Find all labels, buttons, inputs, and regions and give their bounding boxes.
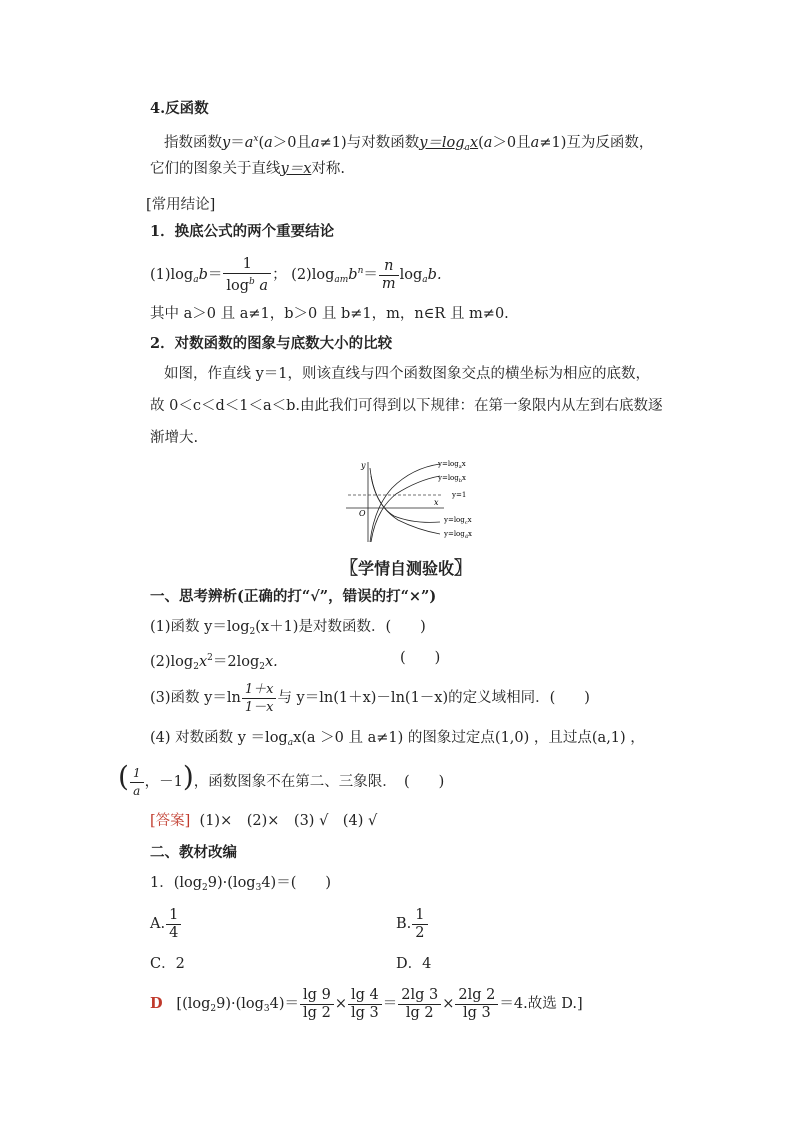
conclusion-1-title: 1．换底公式的两个重要结论	[150, 223, 335, 240]
conclusion-2-line-2: 故 0＜c＜d＜1＜a＜b.由此我们可得到以下规律：在第一象限内从左到右底数逐	[150, 398, 663, 414]
option-b: B. $\frac{1}{2}$	[396, 906, 429, 942]
axis-label-y: y	[361, 461, 366, 470]
conclusion-2-line-3: 渐增大.	[150, 430, 199, 446]
question-2-1: 1．$(\log_29)\cdot(\log_34)=$( )	[150, 875, 332, 893]
solution-line: D [$(\log_29)\cdot(\log_34)=$ $\frac{\lg 9}{\lg 2}$ × $\frac{\lg 4}{\lg 3}$ ＝ $\frac{2\lg 3}{\lg 2}$ × $\frac{2\lg 2}{\lg 3}$ ＝4.故选 D.]	[150, 986, 583, 1021]
change-of-base-formulas: $(1)\log_ab=$ $\frac{1}{\log^b a}$ ； $(2)\log_{am}b^n=$ $\frac{n}{m}$ $\log_ab$.	[150, 255, 442, 294]
log-graphs-figure	[340, 458, 490, 544]
self-test-section-heading: 〖学情自测验收〗	[340, 558, 473, 579]
option-c: C．2	[150, 956, 185, 972]
label-log-b: $y=\log_bx$	[438, 474, 466, 484]
label-log-c: $y=\log_cx$	[444, 516, 472, 526]
answer-tag: [答案]	[150, 813, 191, 829]
label-log-d: $y=\log_dx$	[444, 530, 472, 540]
common-conclusions-tag: [常用结论]	[146, 197, 216, 213]
question-1-4: (4) 对数函数 $y =\log_ax(a >0$ 且 a≠1) 的图象过定点(1,0) ，且过点(a,1) ，	[150, 730, 645, 748]
question-1-2-blank: ( )	[400, 650, 441, 666]
question-1-4-continued: ( $\frac{1}{a}$ ，－1)，函数图象不在第二、三象限． ( )	[118, 760, 445, 798]
question-1-2: $(2)\log_2x^2=2\log_2x$.	[150, 653, 278, 672]
curve-log-d	[371, 476, 440, 534]
conclusion-1-conditions: 其中 a＞0 且 a≠1，b＞0 且 b≠1，m，n∈R 且 m≠0.	[150, 306, 509, 322]
axis-label-x: x	[434, 498, 439, 507]
solution-answer-letter: D	[150, 995, 163, 1012]
question-1-1: (1)函数 $y=\log_2(x+1)$是对数函数．( )	[150, 619, 426, 637]
inverse-function-paragraph: 指数函数$y=a^x(a>0$且a≠1)与对数函数$y=\log_ax(a>0$且a≠1)互为反函数，	[164, 134, 654, 153]
option-d: D．4	[396, 956, 432, 972]
origin-label: O	[359, 509, 366, 518]
option-a: A. $\frac{1}{4}$	[150, 906, 182, 942]
section-4-title: 4.反函数	[150, 100, 209, 117]
conclusion-2-line-1: 如图，作直线 y＝1，则该直线与四个函数图象交点的横坐标为相应的底数，	[164, 366, 651, 382]
part-2-title: 二、教材改编	[150, 844, 237, 861]
conclusion-2-title: 2．对数函数的图象与底数大小的比较	[150, 335, 393, 352]
label-log-a: $y=\log_ax$	[438, 460, 466, 470]
question-1-3: (3)函数 y＝ln $\frac{1+x}{1-x}$ 与 y＝ln(1＋x)－ln(1－x)的定义域相同．( )	[150, 681, 590, 715]
symmetry-line-text: 它们的图象关于直线y＝x对称.	[150, 161, 345, 177]
answer-line: [答案] (1)× (2)× (3) √ (4) √	[150, 813, 378, 829]
label-y-equals-1: y=1	[452, 491, 467, 499]
part-1-title: 一、思考辨析(正确的打“√”，错误的打“×”)	[150, 588, 437, 605]
